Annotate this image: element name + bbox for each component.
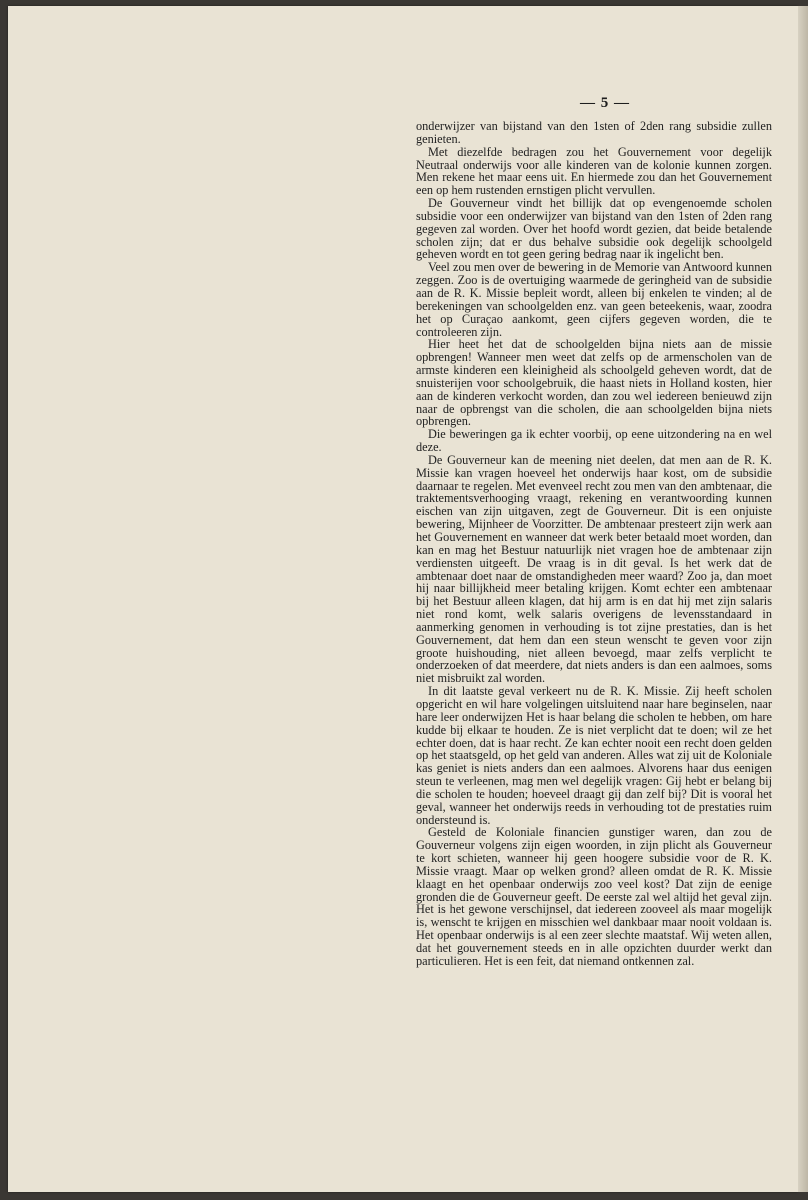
paragraph: De Gouverneur kan de meening niet deelen, dat men aan de R. K. Missie kan vragen hoeveel het onderwijs haar kost, om de subsidie daarnaar te regelen. Met evenveel recht zou men van den ambtenaar, die traktementsverhooging vraagt, rekening en verantwoording kunnen eischen van zijn uitgaven, zegt de Gouverneur. Dit is een onjuiste bewering, Mijnheer de Voorzitter. De ambtenaar presteert zijn werk aan het Gouvernement en wanneer dat werk beter betaald moet worden, dan kan en mag het Bestuur natuurlijk niet vragen hoe de ambtenaar zijn verdiensten uitgeeft. De vraag is in dit geval. Is het werk dat de ambtenaar doet naar de omstandigheden meer waard? Zoo ja, dan moet hij naar billijkheid meer betaling krijgen. Komt echter een ambtenaar bij het Bestuur alleen klagen, dat hij arm is en dat hij met zijn salaris niet rond komt, welk salaris overigens de levensstandaard in aanmerking genomen in verhouding is tot zijne prestaties, dan is het Gouvernement, dat hem dan een steun wenscht te geven voor zijn groote huishouding, niet alleen bevoegd, maar zelfs verplicht te onderzoeken of dat meerdere, dat niets anders is dan een aalmoes, soms niet misbruikt zal worden. (416, 452, 772, 686)
paragraph: Gesteld de Koloniale financien gunstiger waren, dan zou de Gouverneur volgens zijn eigen woorden, in zijn plicht als Gouverneur te kort schieten, wanneer hij geen hoogere subsidie voor de R. K. Missie vraagt. Maar op welken grond? alleen omdat de R. K. Missie klaagt en het openbaar onderwijs zoo veel kost? Dat zijn de eenige gronden die de Gouverneur geeft. De eerste zal wel altijd het geval zijn. Het is het gewone verschijnsel, dat iedereen zooveel als maar mogelijk is, wenscht te krijgen en misschien wel dankbaar maar nooit voldaan is. Het openbaar onderwijs is al een zeer slechte maatstaf. Wij weten allen, dat het gouvernement steeds en in alle opzichten duurder werkt dan particulieren. Het is een feit, dat niemand ontkennen zal. (416, 825, 772, 968)
page-number: — 5 — (580, 95, 630, 111)
paragraph: Veel zou men over de bewering in de Memorie van Antwoord kunnen zeggen. Zoo is de overtuiging waarmede de geringheid van de subsidie aan de R. K. Missie bepleit wordt, alleen bij enkelen te vinden; al de berekeningen van schoolgelden enz. van geen beteekenis, waar, zoodra het op Curaçao aankomt, geen cijfers gegeven worden, die te controleeren zijn. (416, 260, 772, 339)
paragraph: Hier heet het dat de schoolgelden bijna niets aan de missie opbrengen! Wanneer men weet dat zelfs op de armenscholen van de armste kinderen een kleinigheid als schoolgeld geheven wordt, dat de snuisterijen voor schoolgebruik, die haast niets in Holland kosten, hier aan de kinderen verkocht worden, dan zou wel iedereen benieuwd zijn naar de opbrengst van die scholen, die aan schoolgelden bijna niets opbrengen. (416, 337, 772, 429)
paragraph: onderwijzer van bijstand van den 1sten of 2den rang subsidie zullen genieten. (416, 119, 772, 146)
paragraph: Die beweringen ga ik echter voorbij, op eene uitzondering na en wel deze. (416, 427, 772, 455)
paragraph: De Gouverneur vindt het billijk dat op evengenoemde scholen subsidie voor een onderwijzer van bijstand van den 1sten of 2den rang gegeven zal worden. Over het hoofd wordt gezien, dat beide betalende scholen zijn; dat er dus behalve subsidie ook degelijk schoolgeld geheven wordt en tot geen gering bedrag naar ik ingelicht ben. (416, 196, 772, 262)
paragraph: In dit laatste geval verkeert nu de R. K. Missie. Zij heeft scholen opgericht en wil hare volgelingen uitsluitend naar hare beginselen, naar hare leer onderwijzen Het is haar belang die scholen te hebben, om hare kudde bij elkaar te houden. Ze is niet verplicht dat te doen; wil ze het echter doen, dat is haar recht. Ze kan echter nooit een recht doen gelden op het staatsgeld, op het geld van anderen. Alles wat zij uit de Koloniale kas geniet is niets anders dan een aalmoes. Alvorens haar dus eenigen steun te verleenen, mag men wel degelijk vragen: Gij hebt er belang bij die scholen te houden; hoeveel draagt gij dan zelf bij? Dit is vooral het geval, wanneer het onderwijs reeds in verhouding tot de prestaties ruim ondersteund is. (416, 684, 772, 827)
body-text (416, 120, 772, 968)
paragraph: Met diezelfde bedragen zou het Gouvernement voor degelijk Neutraal onderwijs voor alle kinderen van de kolonie kunnen zorgen. Men rekene het maar eens uit. En hiermede zou dan het Gouvernement een op hem rustenden ernstigen plicht vervullen. (416, 144, 772, 198)
